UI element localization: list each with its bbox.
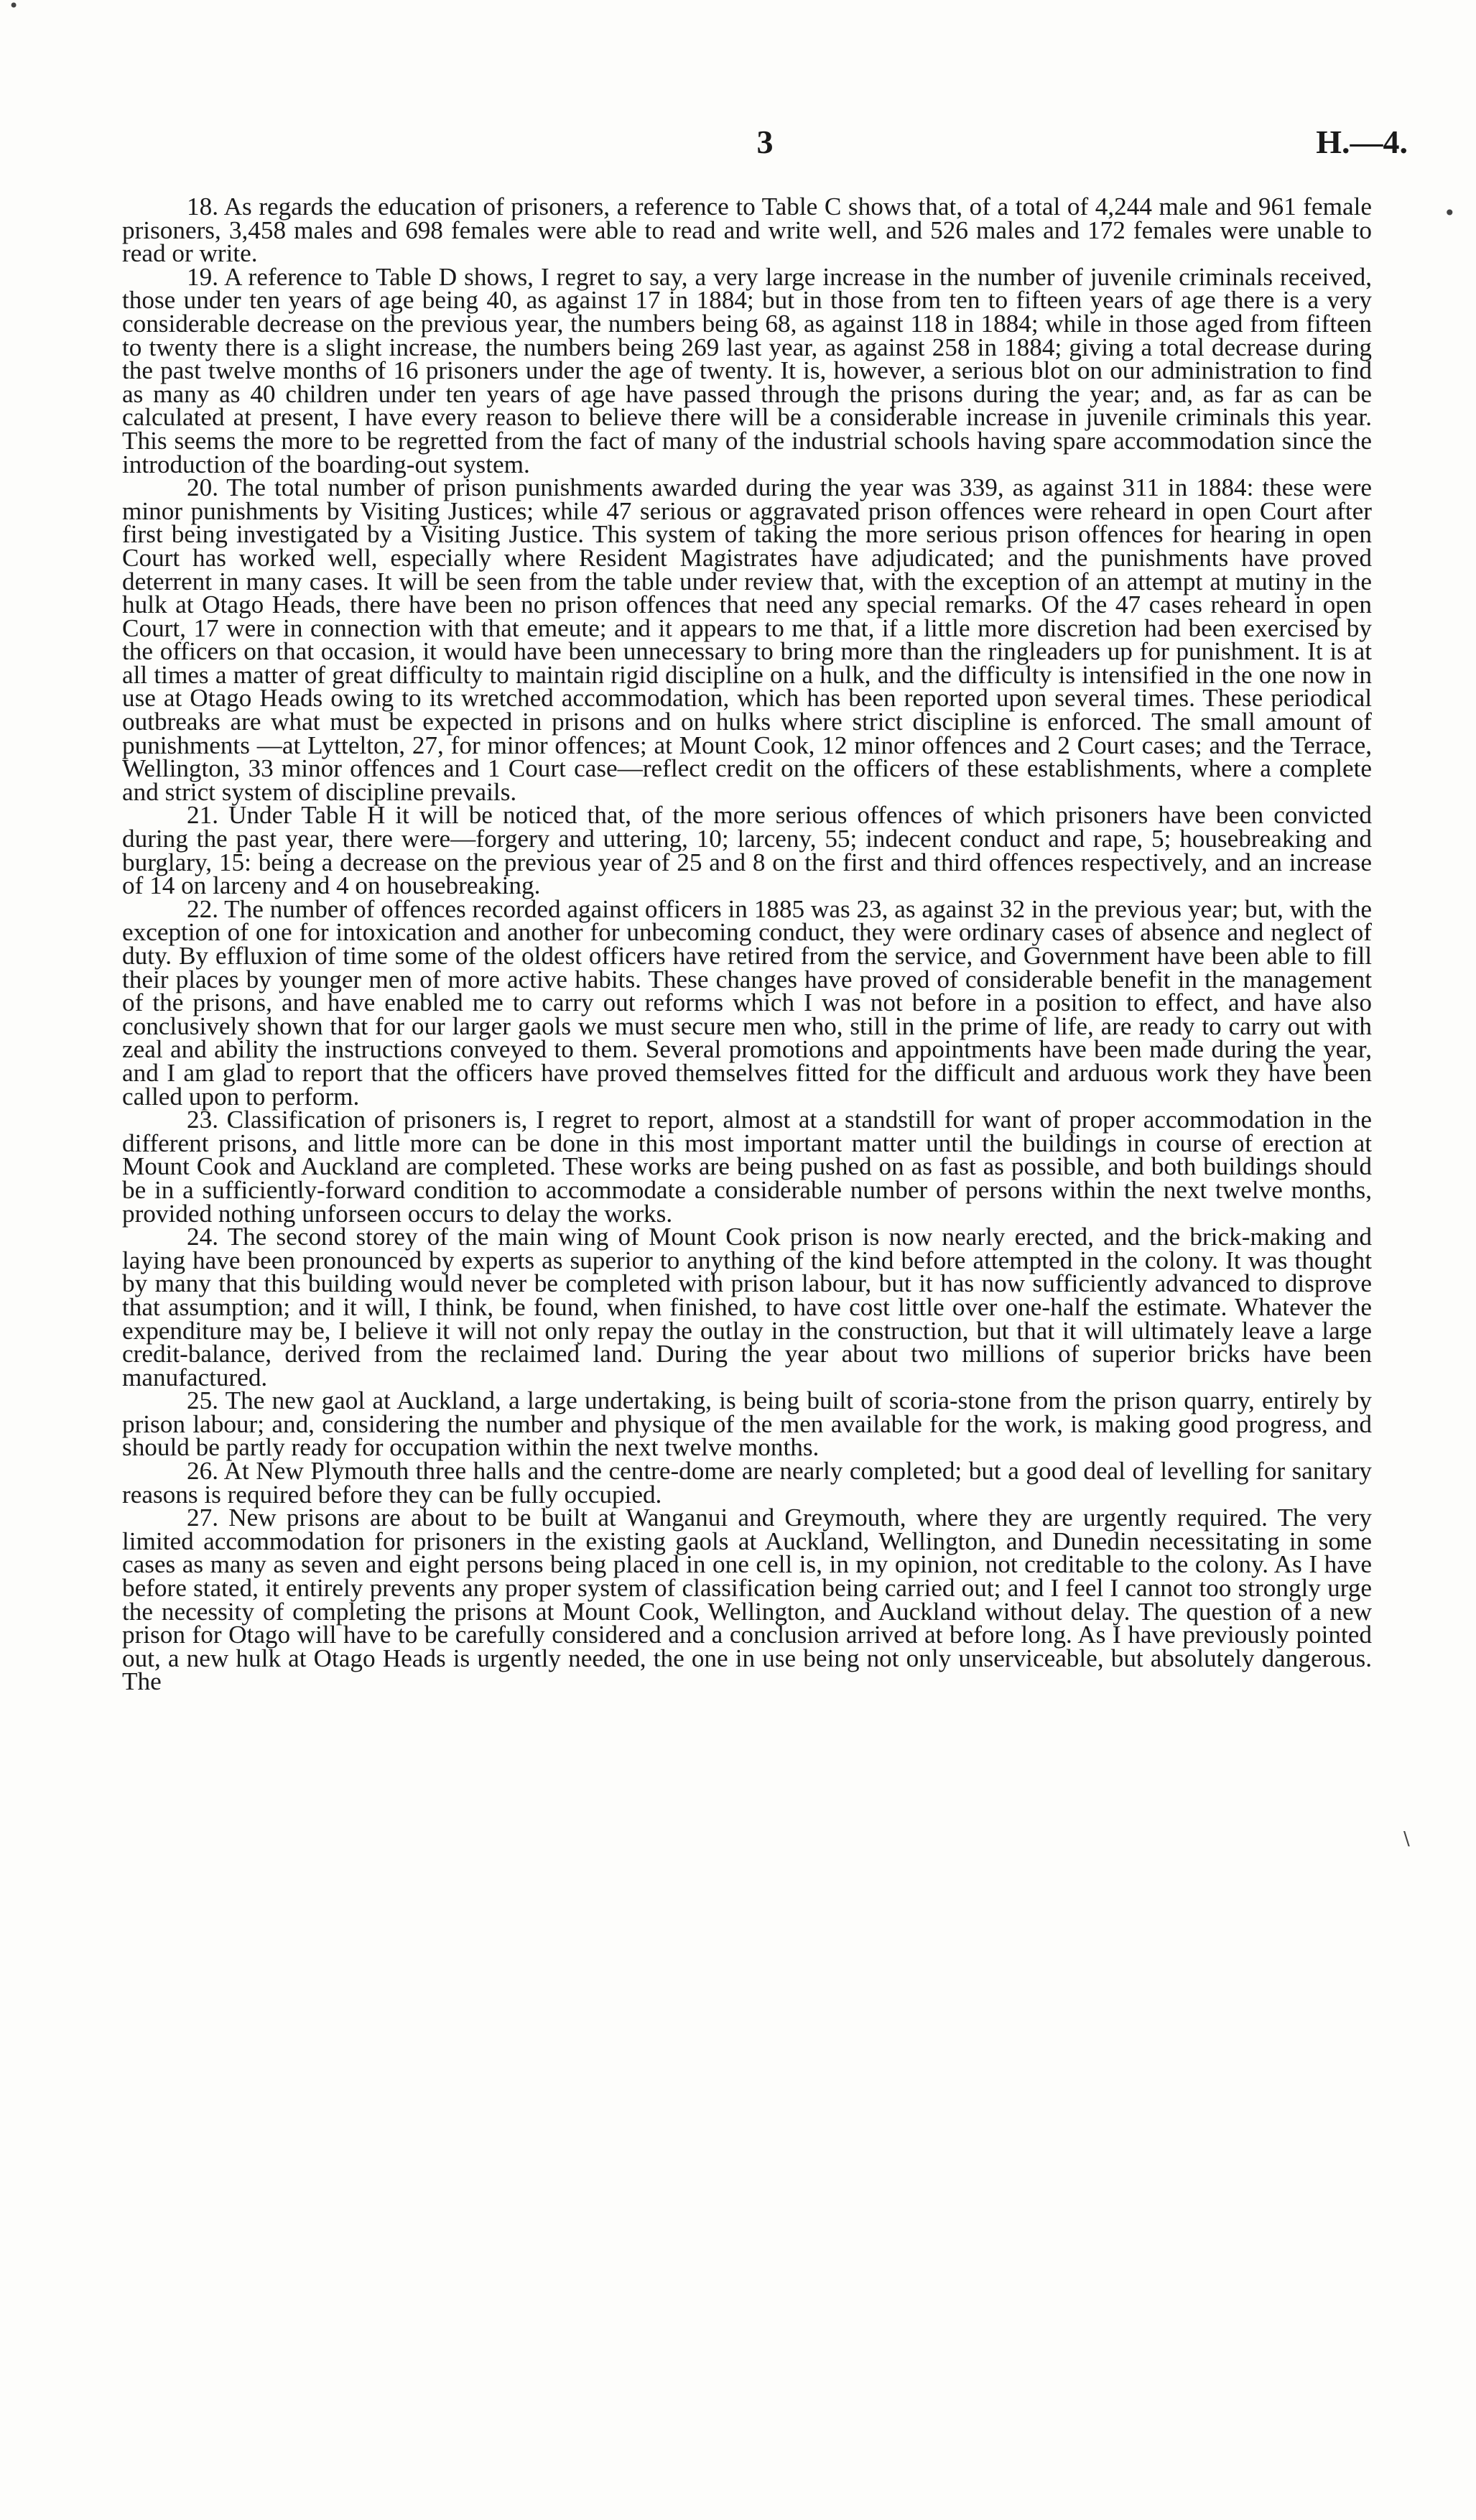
paragraph-25: 25. The new gaol at Auckland, a large undertaking, is being built of scoria-stone from the prison quarry, entirely by prison labour; and, considering the number and physique of the men available for the work, is making good progress, and should be partly ready for occupation within the next twelve months.: [122, 1386, 1372, 1462]
paragraph-20: 20. The total number of prison punishments awarded during the year was 339, as against 311 in 1884: these were minor punishments by Visiting Justices; while 47 serious or aggravated prison offences were reheard in open Court after first being investigated by a Visiting Justice. This system of taking the more serious prison offences for hearing in open Court has worked well, especially where Resident Magistrates have adjudicated; and the punishments have proved deterrent in many cases. It will be seen from the table under review that, with the exception of an attempt at mutiny in the hulk at Otago Heads, there have been no prison offences that need any special remarks. Of the 47 cases reheard in open Court, 17 were in connection with that emeute; and it appears to me that, if a little more discretion had been exercised by the officers on that occasion, it would have been unnecessary to bring more than the ringleaders up for punishment. It is at all times a matter of great difficulty to maintain rigid discipline on a hulk, and the difficulty is intensified in the one now in use at Otago Heads owing to its wretched accommodation, which has been reported upon several times. These periodical outbreaks are what must be expected in prisons and on hulks where strict discipline is enforced. The small amount of punishments —at Lyttelton, 27, for minor offences; at Mount Cook, 12 minor offences and 2 Court cases; and the Terrace, Wellington, 33 minor offences and 1 Court case—reflect credit on the officers of these establishments, where a complete and strict system of discipline prevails.: [122, 473, 1372, 806]
page-header: [122, 121, 1408, 164]
stray-mark-top-left: •: [9, 0, 19, 16]
paragraph-24: 24. The second storey of the main wing of Mount Cook prison is now nearly erected, and the brick-making and laying have been pronounced by experts as superior to anything of the kind before attempted in the colony. It was thought by many that this building would never be completed with prison labour, but it has now sufficiently advanced to disprove that assumption; and it will, I think, be found, when finished, to have cost little over one-half the estimate. Whatever the expenditure may be, I believe it will not only repay the outlay in the construction, but that it will ultimately leave a large credit-balance, derived from the reclaimed land. During the year about two millions of superior bricks have been manufactured.: [122, 1223, 1372, 1391]
stray-mark-right-lower: \: [1403, 1828, 1410, 1850]
document-code: H.—4.: [1316, 124, 1408, 160]
paragraph-21: 21. Under Table H it will be noticed that, of the more serious offences of which prisoners have been convicted during the past year, there were—forgery and uttering, 10; larceny, 55; indecent conduct and rape, 5; housebreaking and burglary, 15: being a decrease on the previous year of 25 and 8 on the first and third offences respectively, and an increase of 14 on larceny and 4 on housebreaking.: [122, 801, 1372, 900]
paragraph-22: 22. The number of offences recorded against officers in 1885 was 23, as against 32 in the previous year; but, with the exception of one for intoxication and another for unbecoming conduct, they were ordinary cases of absence and neglect of duty. By effluxion of time some of the oldest officers have retired from the service, and Government have been able to fill their places by younger men of more active habits. These changes have proved of considerable benefit in the management of the prisons, and have enabled me to carry out reforms which I was not before in a position to effect, and have also conclusively shown that for our larger gaols we must secure men who, still in the prime of life, are ready to carry out with zeal and ability the instructions conveyed to them. Several promotions and appointments have been made during the year, and I am glad to report that the officers have proved themselves fitted for the difficult and arduous work they have been called upon to perform.: [122, 894, 1372, 1111]
paragraph-19: 19. A reference to Table D shows, I regret to say, a very large increase in the number of juvenile criminals received, those under ten years of age being 40, as against 17 in 1884; but in those from ten to fifteen years of age there is a very considerable decrease on the previous year, the numbers being 68, as against 118 in 1884; while in those aged from fifteen to twenty there is a slight increase, the numbers being 269 last year, as against 258 in 1884; giving a total decrease during the past twelve months of 16 prisoners under the age of twenty. It is, however, a serious blot on our administration to find as many as 40 children under ten years of age have passed through the prisons during the year; and, as far as can be calculated at present, I have every reason to believe there will be a considerable increase in juvenile criminals this year. This seems the more to be regretted from the fact of many of the industrial schools having spare accommodation since the introduction of the boarding-out system.: [122, 262, 1372, 478]
paragraph-18: 18. As regards the education of prisoners, a reference to Table C shows that, of a total of 4,244 male and 961 female prisoners, 3,458 males and 698 females were able to read and write well, and 526 males and 172 females were unable to read or write.: [122, 193, 1372, 268]
body-text: [122, 195, 1372, 1694]
paragraph-27: 27. New prisons are about to be built at Wanganui and Greymouth, where they are urgently required. The very limited accommodation for prisoners in the existing gaols at Auckland, Wellington, and Dunedin necessitating in some cases as many as seven and eight persons being placed in one cell is, in my opinion, not creditable to the colony. As I have before stated, it entirely prevents any proper system of classification being carried out; and I feel I cannot too strongly urge the necessity of completing the prisons at Mount Cook, Wellington, and Auckland without delay. The question of a new prison for Otago will have to be carefully considered and a conclusion arrived at before long. As I have previously pointed out, a new hulk at Otago Heads is urgently needed, the one in use being not only unserviceable, but absolutely dangerous. The: [122, 1504, 1372, 1696]
paragraph-23: 23. Classification of prisoners is, I regret to report, almost at a standstill for want of proper accommodation in the different prisons, and little more can be done in this most important matter until the buildings in course of erection at Mount Cook and Auckland are completed. These works are being pushed on as fast as possible, and both buildings should be in a sufficiently-forward condition to accommodate a considerable number of persons within the next twelve months, provided nothing unforseen occurs to delay the works.: [122, 1106, 1372, 1228]
page-number: 3: [756, 124, 774, 160]
paragraph-26: 26. At New Plymouth three halls and the centre-dome are nearly completed; but a good deal of levelling for sanitary reasons is required before they can be fully occupied.: [122, 1457, 1372, 1509]
stray-mark-right-upper: •: [1444, 201, 1456, 225]
